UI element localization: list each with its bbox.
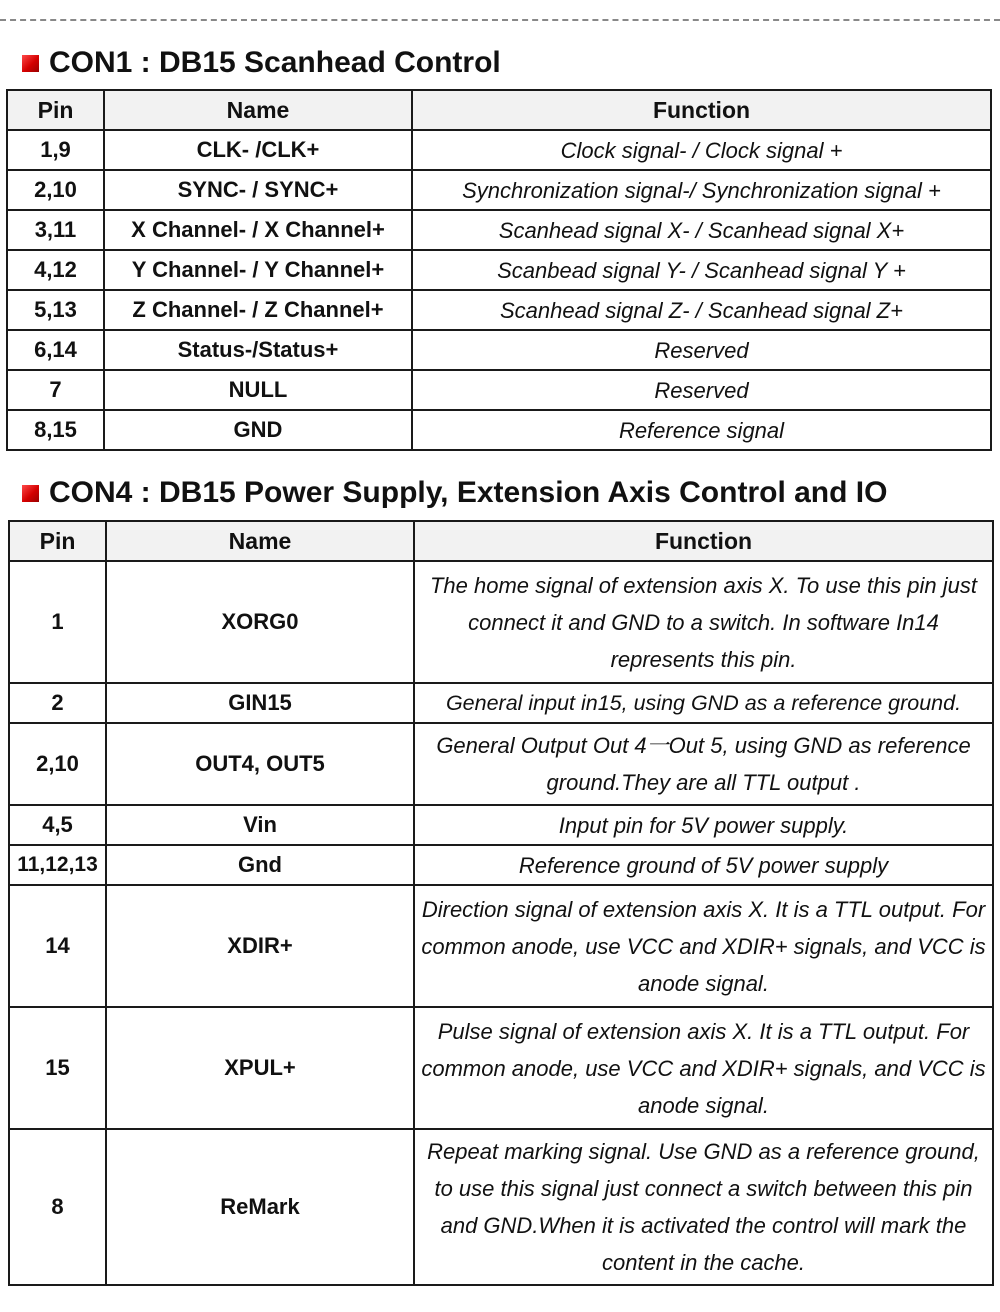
pin-cell: 4,5: [9, 805, 106, 845]
pin-cell: 2,10: [9, 723, 106, 805]
pin-cell: 1,9: [7, 130, 104, 170]
con4-section-title: [22, 473, 887, 513]
table-row: [9, 1007, 993, 1129]
table-row: [7, 130, 991, 170]
function-header: Function: [414, 521, 993, 561]
pin-header: Pin: [7, 90, 104, 130]
name-cell: GIN15: [106, 683, 414, 723]
function-cell: Scanhead signal Z- / Scanhead signal Z+: [412, 290, 991, 330]
pin-cell: 2: [9, 683, 106, 723]
name-header: Name: [106, 521, 414, 561]
pin-cell: 3,11: [7, 210, 104, 250]
table-row: [9, 723, 993, 805]
name-cell: GND: [104, 410, 412, 450]
name-cell: Gnd: [106, 845, 414, 885]
function-cell: The home signal of extension axis X. To use this pin just connect it and GND to a switch. In software In14 represents this pin.: [414, 561, 993, 683]
name-cell: OUT4, OUT5: [106, 723, 414, 805]
pin-cell: 14: [9, 885, 106, 1007]
table-row: [7, 410, 991, 450]
function-cell: Reserved: [412, 370, 991, 410]
name-cell: ReMark: [106, 1129, 414, 1285]
name-cell: Z Channel- / Z Channel+: [104, 290, 412, 330]
function-cell: General input in15, using GND as a reference ground.: [414, 683, 993, 723]
pin-cell: 7: [7, 370, 104, 410]
name-cell: SYNC- / SYNC+: [104, 170, 412, 210]
name-cell: XDIR+: [106, 885, 414, 1007]
table-row: [9, 561, 993, 683]
function-cell: Reference ground of 5V power supply: [414, 845, 993, 885]
function-cell: Synchronization signal-/ Synchronization signal +: [412, 170, 991, 210]
table-row: [9, 885, 993, 1007]
red-square-bullet-icon: [22, 485, 39, 502]
con4-pin-table: [8, 520, 994, 1286]
table-row: [7, 290, 991, 330]
function-cell: Direction signal of extension axis X. It is a TTL output. For common anode, use VCC and XDIR+ signals, and VCC is anode signal.: [414, 885, 993, 1007]
function-cell: General Output Out 4一Out 5, using GND as reference ground.They are all TTL output .: [414, 723, 993, 805]
table-row: [7, 330, 991, 370]
red-square-bullet-icon: [22, 55, 39, 72]
pin-cell: 5,13: [7, 290, 104, 330]
pin-cell: 4,12: [7, 250, 104, 290]
name-cell: Status-/Status+: [104, 330, 412, 370]
con1-pin-table: [6, 89, 992, 451]
name-cell: CLK- /CLK+: [104, 130, 412, 170]
table-row: [9, 1129, 993, 1285]
pin-cell: 8: [9, 1129, 106, 1285]
function-cell: Reserved: [412, 330, 991, 370]
table-row: [7, 250, 991, 290]
dashed-divider: [0, 19, 1000, 21]
con4-title-text: CON4 : DB15 Power Supply, Extension Axis Control and IO: [49, 476, 888, 509]
name-header: Name: [104, 90, 412, 130]
function-header: Function: [412, 90, 991, 130]
pin-header: Pin: [9, 521, 106, 561]
table-row: [7, 370, 991, 410]
table-row: [9, 845, 993, 885]
function-cell: Repeat marking signal. Use GND as a reference ground, to use this signal just connect a switch between this pin and GND.When it is activated the control will mark the content in the cache.: [414, 1129, 993, 1285]
name-cell: NULL: [104, 370, 412, 410]
name-cell: Y Channel- / Y Channel+: [104, 250, 412, 290]
name-cell: X Channel- / X Channel+: [104, 210, 412, 250]
table-row: [9, 805, 993, 845]
function-cell: Clock signal- / Clock signal +: [412, 130, 991, 170]
table-row: [7, 210, 991, 250]
function-cell: Scanbead signal Y- / Scanhead signal Y +: [412, 250, 991, 290]
table-header-row: [7, 90, 991, 130]
pin-cell: 15: [9, 1007, 106, 1129]
table-row: [9, 683, 993, 723]
name-cell: Vin: [106, 805, 414, 845]
name-cell: XORG0: [106, 561, 414, 683]
pin-cell: 1: [9, 561, 106, 683]
table-row: [7, 170, 991, 210]
pin-cell: 8,15: [7, 410, 104, 450]
function-cell: Scanhead signal X- / Scanhead signal X+: [412, 210, 991, 250]
function-cell: Input pin for 5V power supply.: [414, 805, 993, 845]
pin-cell: 11,12,13: [9, 845, 106, 885]
function-cell: Pulse signal of extension axis X. It is a TTL output. For common anode, use VCC and XDIR+ signals, and VCC is anode signal.: [414, 1007, 993, 1129]
con1-section-title: [22, 43, 501, 83]
pin-cell: 6,14: [7, 330, 104, 370]
function-cell: Reference signal: [412, 410, 991, 450]
pin-cell: 2,10: [7, 170, 104, 210]
name-cell: XPUL+: [106, 1007, 414, 1129]
table-header-row: [9, 521, 993, 561]
con1-title-text: CON1 : DB15 Scanhead Control: [49, 46, 501, 79]
